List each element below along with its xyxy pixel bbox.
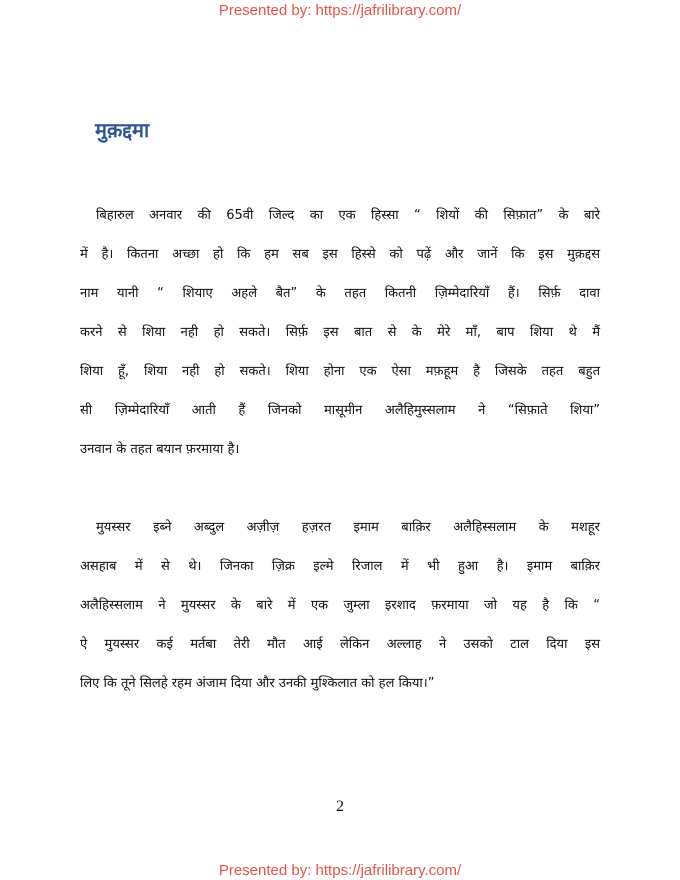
paragraph-line: लिए कि तूने सिलहे रहम अंजाम दिया और उनकी मुश्किलात को हल किया।” [80, 676, 435, 691]
page-number: 2 [336, 798, 344, 815]
paragraph-1 [80, 196, 600, 469]
paragraph-line: अलैहिस्सलाम ने मुयस्सर के बारे में एक जुम्ला इरशाद फ़रमाया जो यह है कि “ [80, 598, 600, 613]
paragraph-line: शिया हूँ, शिया नही हो सकते। शिया होना एक ऐसा मफ़हूम है जिसके तहत बहुत [80, 364, 600, 379]
paragraph-line: सी ज़िम्मेदारियाँ आती हैं जिनको मासूमीन अलैहिमुस्सलाम ने “सिफ़ाते शिया” [80, 403, 600, 418]
paragraph-line: ऐ मुयस्सर कई मर्तबा तेरी मौत आई लेकिन अल्लाह ने उसको टाल दिया इस [80, 637, 600, 652]
paragraph-2 [80, 508, 600, 703]
paragraph-line: में है। कितना अच्छा हो कि हम सब इस हिस्से को पढ़ें और जानें कि इस मुक़द्दस [80, 247, 600, 262]
chapter-heading: मुक़द्दमा [95, 118, 150, 142]
paragraph-line: असहाब में से थे। जिनका ज़िक्र इल्मे रिजाल में भी हुआ है। इमाम बाक़िर [80, 559, 600, 574]
paragraph-line: करने से शिया नही हो सकते। सिर्फ़ इस बात से के मेरे माँ, बाप शिया थे मैं [80, 325, 600, 340]
paragraph-line: बिहारुल अनवार की 65वी जिल्द का एक हिस्सा “ शियों की सिफ़ात” के बारे [96, 208, 600, 223]
watermark-bottom: Presented by: https://jafrilibrary.com/ [218, 862, 462, 879]
watermark-top: Presented by: https://jafrilibrary.com/ [218, 2, 462, 19]
paragraph-line: उनवान के तहत बयान फ़रमाया है। [80, 442, 240, 457]
paragraph-line: नाम यानी “ शियाए अहले बैत” के तहत कितनी ज़िम्मेदारियाँ हैं। सिर्फ़ दावा [80, 286, 600, 301]
paragraph-line: मुयस्सर इब्ने अब्दुल अज़ीज़ हज़रत इमाम बाक़िर अलैहिस्सलाम के मशहूर [96, 520, 600, 535]
